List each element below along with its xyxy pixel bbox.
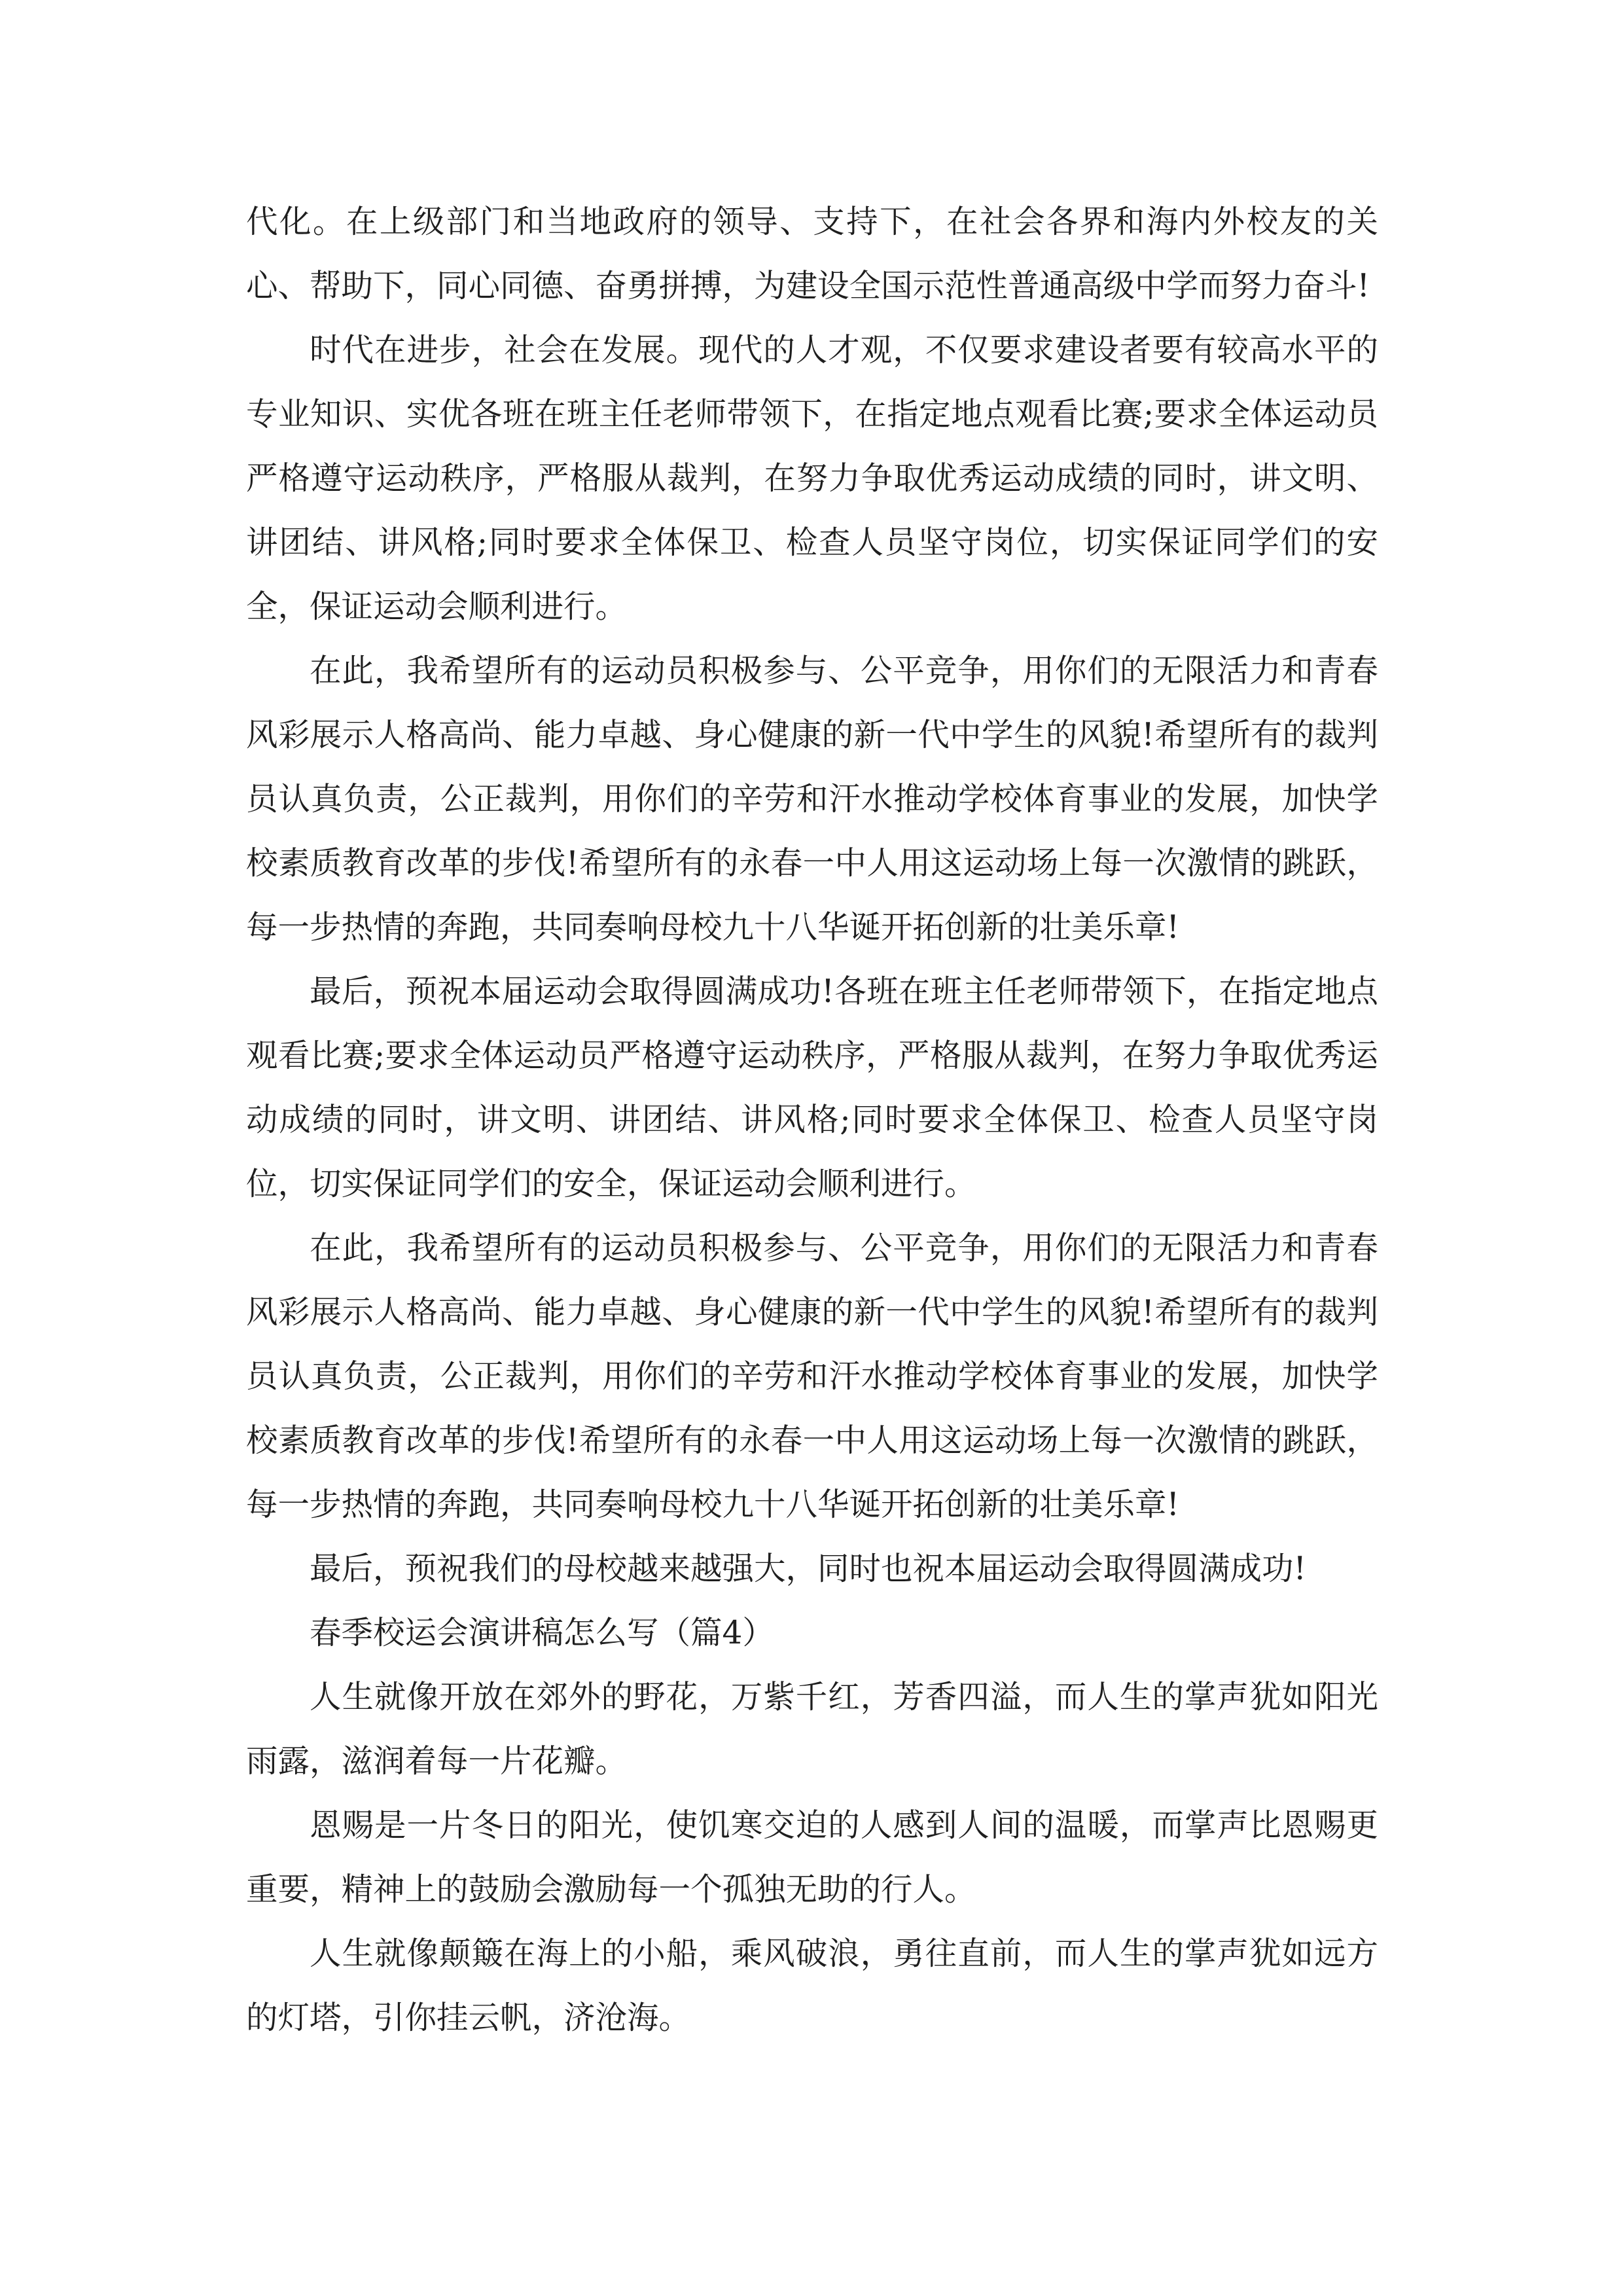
paragraph: 时代在进步，社会在发展。现代的人才观，不仅要求建设者要有较高水平的专业知识、实优各班在班主任老师带领下，在指定地点观看比赛;要求全体运动员严格遵守运动秩序，严格服从裁判，在努力争取优秀运动成绩的同时，讲文明、讲团结、讲风格;同时要求全体保卫、检查人员坚守岗位，切实保证同学们的安全，保证运动会顺利进行。 (246, 332, 1378, 625)
paragraph: 最后，预祝我们的母校越来越强大，同时也祝本届运动会取得圆满成功! (310, 1551, 1306, 1587)
document-body (246, 190, 1378, 2050)
paragraph-continued: 代化。在上级部门和当地政府的领导、支持下，在社会各界和海内外校友的关心、帮助下，同心同德、奋勇拼搏，为建设全国示范性普通高级中学而努力奋斗! (246, 204, 1378, 304)
paragraph: 最后，预祝本届运动会取得圆满成功!各班在班主任老师带领下，在指定地点观看比赛;要求全体运动员严格遵守运动秩序，严格服从裁判，在努力争取优秀运动成绩的同时，讲文明、讲团结、讲风格;同时要求全体保卫、检查人员坚守岗位，切实保证同学们的安全，保证运动会顺利进行。 (246, 973, 1378, 1202)
paragraph: 人生就像开放在郊外的野花，万紫千红，芳香四溢，而人生的掌声犹如阳光雨露，滋润着每一片花瓣。 (246, 1679, 1378, 1780)
paragraph: 人生就像颠簸在海上的小船，乘风破浪，勇往直前，而人生的掌声犹如远方的灯塔，引你挂云帆，济沧海。 (246, 1935, 1378, 2036)
paragraph: 在此，我希望所有的运动员积极参与、公平竞争，用你们的无限活力和青春风彩展示人格高尚、能力卓越、身心健康的新一代中学生的风貌!希望所有的裁判员认真负责，公正裁判，用你们的辛劳和汗水推动学校体育事业的发展，加快学校素质教育改革的步伐!希望所有的永春一中人用这运动场上每一次激情的跳跃，每一步热情的奔跑，共同奏响母校九十八华诞开拓创新的壮美乐章! (246, 1230, 1378, 1523)
paragraph: 恩赐是一片冬日的阳光，使饥寒交迫的人感到人间的温暖，而掌声比恩赐更重要，精神上的鼓励会激励每一个孤独无助的行人。 (246, 1807, 1378, 1908)
paragraph: 在此，我希望所有的运动员积极参与、公平竞争，用你们的无限活力和青春风彩展示人格高尚、能力卓越、身心健康的新一代中学生的风貌!希望所有的裁判员认真负责，公正裁判，用你们的辛劳和汗水推动学校体育事业的发展，加快学校素质教育改革的步伐!希望所有的永春一中人用这运动场上每一次激情的跳跃，每一步热情的奔跑，共同奏响母校九十八华诞开拓创新的壮美乐章! (246, 653, 1378, 946)
section-heading: 春季校运会演讲稿怎么写（篇4） (310, 1615, 774, 1651)
